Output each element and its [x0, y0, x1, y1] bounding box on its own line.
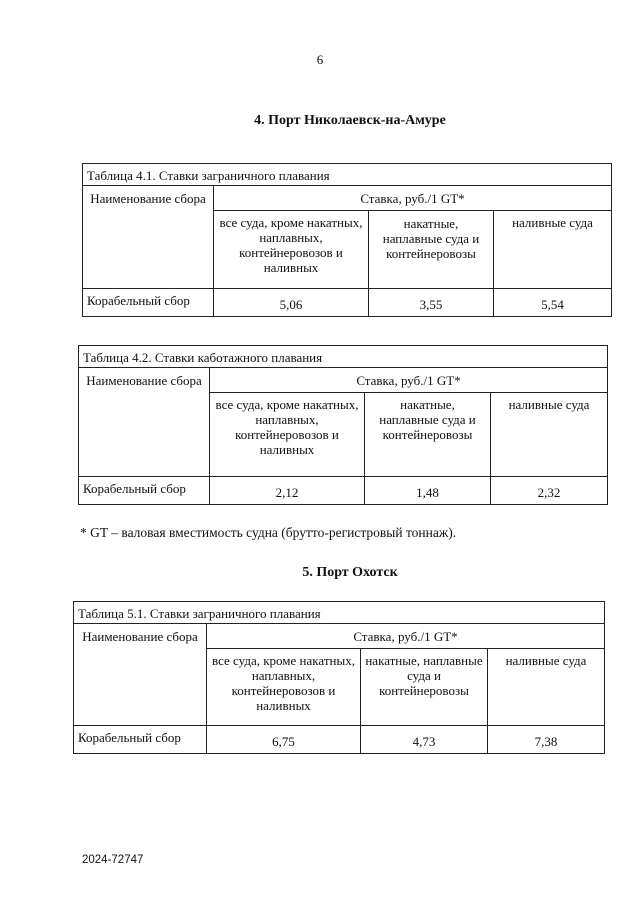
page-number: 6: [316, 52, 324, 67]
table-4-2: [78, 345, 608, 505]
row-label: Корабельный сбор: [74, 726, 207, 754]
column-header-tankers: наливные суда: [494, 211, 612, 289]
rate-column-header: Ставка, руб./1 GT*: [210, 368, 608, 393]
name-column-header: Наименование сбора: [79, 368, 210, 477]
table-caption: Таблица 4.1. Ставки заграничного плавания: [83, 164, 612, 186]
table-5-1: [73, 601, 605, 754]
row-label: Корабельный сбор: [83, 289, 214, 317]
column-header-roro-container: накатные, наплавные суда и контейнеровозы: [365, 393, 491, 477]
rate-column-header: Ставка, руб./1 GT*: [214, 186, 612, 211]
column-header-tankers: наливные суда: [488, 649, 605, 726]
document-id: 2024-72747: [82, 854, 144, 866]
value-cell: 4,73: [361, 726, 488, 754]
column-header-tankers: наливные суда: [491, 393, 608, 477]
column-header-all-ships: все суда, кроме накатных, наплавных, контейнеровозов и наливных: [210, 393, 365, 477]
value-cell: 2,12: [210, 477, 365, 505]
name-column-header: Наименование сбора: [74, 624, 207, 726]
name-column-header: Наименование сбора: [83, 186, 214, 289]
column-header-all-ships: все суда, кроме накатных, наплавных, контейнеровозов и наливных: [214, 211, 369, 289]
section-4-title: 4. Порт Николаевск-на-Амуре: [254, 113, 446, 128]
value-cell: 5,06: [214, 289, 369, 317]
value-cell: 5,54: [494, 289, 612, 317]
rate-column-header: Ставка, руб./1 GT*: [207, 624, 605, 649]
row-label: Корабельный сбор: [79, 477, 210, 505]
table-caption: Таблица 5.1. Ставки заграничного плавания: [74, 602, 605, 624]
section-5-title: 5. Порт Охотск: [302, 565, 398, 580]
value-cell: 2,32: [491, 477, 608, 505]
column-header-roro-container: накатные, наплавные суда и контейнеровозы: [361, 649, 488, 726]
table-4-1: [82, 163, 612, 317]
column-header-all-ships: все суда, кроме накатных, наплавных, контейнеровозов и наливных: [207, 649, 361, 726]
value-cell: 7,38: [488, 726, 605, 754]
table-caption: Таблица 4.2. Ставки каботажного плавания: [79, 346, 608, 368]
value-cell: 6,75: [207, 726, 361, 754]
column-header-roro-container: накатные, наплавные суда и контейнеровозы: [369, 211, 494, 289]
value-cell: 3,55: [369, 289, 494, 317]
value-cell: 1,48: [365, 477, 491, 505]
footnote: * GT – валовая вместимость судна (брутто-регистровый тоннаж).: [80, 525, 457, 540]
